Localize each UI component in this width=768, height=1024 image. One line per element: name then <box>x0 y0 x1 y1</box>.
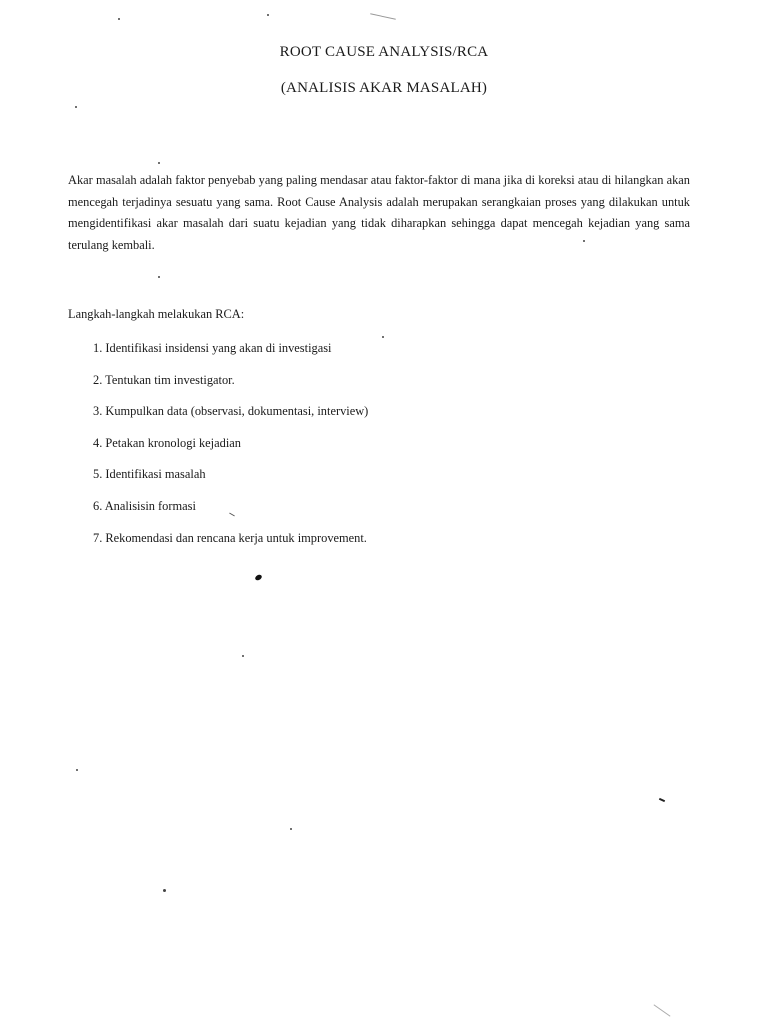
ink-blot <box>254 574 263 582</box>
scan-speck <box>242 655 244 657</box>
scan-mark <box>654 1004 671 1016</box>
scan-mark <box>659 798 665 802</box>
scan-speck <box>75 106 77 108</box>
list-item: 1. Identifikasi insidensi yang akan di investigasi <box>93 341 332 355</box>
scan-speck <box>158 276 160 278</box>
list-item: 3. Kumpulkan data (observasi, dokumentasi, interview) <box>93 404 369 419</box>
document-subtitle: (ANALISIS AKAR MASALAH) <box>280 80 488 96</box>
scan-speck <box>583 240 585 242</box>
intro-paragraph: Akar masalah adalah faktor penyebab yang paling mendasar atau faktor-faktor di mana jika di koreksi atau di hilangkan akan mencegah terjadinya sesuatu yang sama. Root Cause Analysis adalah merupakan serangkaian proses yang dilakukan untuk mengidentifikasi akar masalah dari suatu kejadian yang tidak diharapkan sehingga dapat mencegah kejadian yang sama terulang kembali. <box>68 173 690 252</box>
scan-speck <box>118 18 120 20</box>
list-item: 5. Identifikasi masalah <box>93 467 206 482</box>
scan-speck <box>267 14 269 16</box>
scan-speck <box>76 769 78 771</box>
scan-speck <box>382 336 384 338</box>
scan-speck <box>158 162 160 164</box>
list-item: 2. Tentukan tim investigator. <box>93 372 235 387</box>
scan-mark <box>370 13 396 19</box>
scan-speck <box>163 889 166 892</box>
document-title: ROOT CAUSE ANALYSIS/RCA <box>279 44 489 60</box>
steps-heading: Langkah-langkah melakukan RCA: <box>68 307 245 321</box>
list-item: 6. Analisisin formasi <box>93 498 196 513</box>
scan-speck <box>290 828 292 830</box>
list-item: 4. Petakan kronologi kejadian <box>93 435 241 450</box>
list-item: 7. Rekomendasi dan rencana kerja untuk improvement. <box>93 530 367 545</box>
steps-list <box>93 339 368 560</box>
